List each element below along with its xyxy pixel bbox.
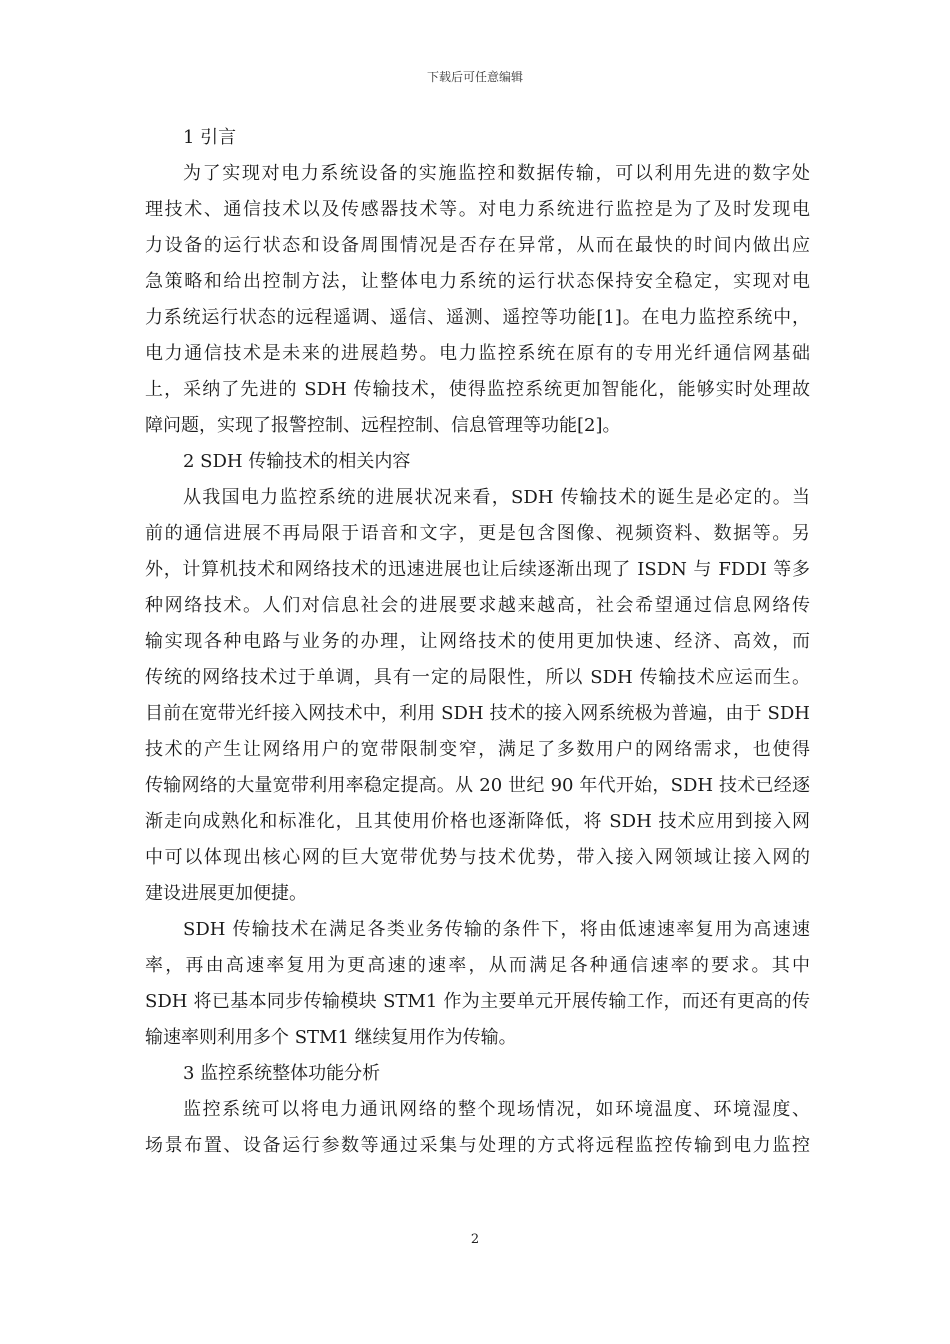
text-line: 率，再由高速率复用为更高速的速率，从而满足各种通信速率的要求。其中 [145, 955, 810, 976]
text-line: 为了实现对电力系统设备的实施监控和数据传输，可以利用先进的数字处 [183, 163, 810, 184]
text-line: 力设备的运行状态和设备周围情况是否存在异常，从而在最快的时间内做出应 [145, 235, 810, 256]
text-line: 从我国电力监控系统的进展状况来看，SDH 传输技术的诞生是必定的。当 [183, 487, 810, 508]
document-body [145, 120, 810, 1164]
text-line: 输速率则利用多个 STM1 继续复用作为传输。 [145, 1027, 517, 1048]
text-line: 中可以体现出核心网的巨大宽带优势与技术优势，带入接入网领域让接入网的 [145, 847, 810, 868]
text-line: 力系统运行状态的远程遥调、遥信、遥测、遥控等功能[1]。在电力监控系统中， [145, 307, 810, 328]
text-line: 急策略和给出控制方法，让整体电力系统的运行状态保持安全稳定，实现对电 [145, 271, 810, 292]
text-line: 输实现各种电路与业务的办理，让网络技术的使用更加快速、经济、高效，而 [145, 631, 810, 652]
page-number: 2 [470, 1232, 480, 1247]
page-header: 下载后可任意编辑 [426, 70, 523, 84]
text-line: 技术的产生让网络用户的宽带限制变窄，满足了多数用户的网络需求，也使得 [145, 739, 810, 760]
text-line: SDH 将已基本同步传输模块 STM1 作为主要单元开展传输工作，而还有更高的传 [145, 991, 810, 1012]
text-line: 理技术、通信技术以及传感器技术等。对电力系统进行监控是为了及时发现电 [145, 199, 810, 220]
text-line: 场景布置、设备运行参数等通过采集与处理的方式将远程监控传输到电力监控 [145, 1135, 810, 1156]
paragraph-sdh-background [145, 480, 810, 912]
section-heading-monitoring: 3 监控系统整体功能分析 [183, 1063, 381, 1084]
section-heading-sdh: 2 SDH 传输技术的相关内容 [183, 451, 411, 472]
text-line: 种网络技术。人们对信息社会的进展要求越来越高，社会希望通过信息网络传 [145, 595, 810, 616]
text-line: 监控系统可以将电力通讯网络的整个现场情况，如环境温度、环境湿度、 [183, 1099, 810, 1120]
paragraph-sdh-rates [145, 912, 810, 1056]
text-line: 前的通信进展不再局限于语音和文字，更是包含图像、视频资料、数据等。另 [145, 523, 810, 544]
text-line: SDH 传输技术在满足各类业务传输的条件下，将由低速速率复用为高速速 [183, 919, 810, 940]
text-line: 渐走向成熟化和标准化，且其使用价格也逐渐降低，将 SDH 技术应用到接入网 [145, 811, 810, 832]
text-line: 目前在宽带光纤接入网技术中，利用 SDH 技术的接入网系统极为普遍，由于 SDH [145, 703, 810, 724]
paragraph-monitoring [145, 1092, 810, 1164]
text-line: 上，采纳了先进的 SDH 传输技术，使得监控系统更加智能化，能够实时处理故 [145, 379, 810, 400]
paragraph-introduction [145, 156, 810, 444]
text-line: 传输网络的大量宽带利用率稳定提高。从 20 世纪 90 年代开始，SDH 技术已经逐 [145, 775, 810, 796]
text-line: 建设进展更加便捷。 [145, 883, 307, 904]
text-line: 障问题，实现了报警控制、远程控制、信息管理等功能[2]。 [145, 415, 621, 436]
section-heading-introduction: 1 引言 [183, 127, 237, 148]
text-line: 传统的网络技术过于单调，具有一定的局限性，所以 SDH 传输技术应运而生。 [145, 667, 810, 688]
text-line: 外，计算机技术和网络技术的迅速进展也让后续逐渐出现了 ISDN 与 FDDI 等多 [145, 559, 810, 580]
text-line: 电力通信技术是未来的进展趋势。电力监控系统在原有的专用光纤通信网基础 [145, 343, 810, 364]
